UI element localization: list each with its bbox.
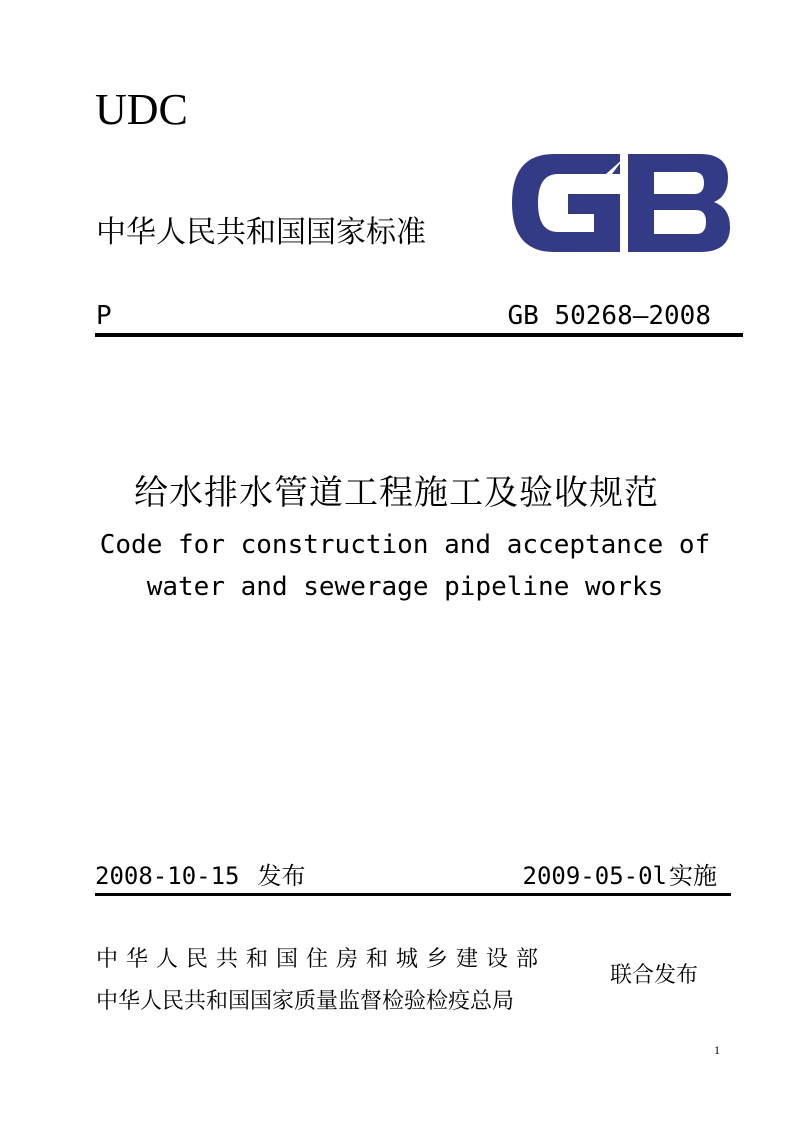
issue-label: 发布 [257,862,306,890]
page-number: 1 [714,1043,720,1057]
joint-issue-label: 联合发布 [610,963,699,988]
issuer-ministry-housing: 中华人民共和国住房和城乡建设部 [96,947,547,972]
title-english-line-2: water and sewerage pipeline works [146,572,664,602]
udc-label: UDC [95,85,188,134]
issue-date: 2008-10-15 [95,862,240,890]
bottom-divider [95,893,731,896]
effective-date: 2009-05-0l [522,862,667,890]
effective-date-block [523,859,718,893]
standard-number: GB 50268—2008 [507,301,711,331]
classification-code: P [96,301,112,331]
national-standard-heading: 中华人民共和国国家标准 [96,215,426,250]
title-chinese: 给水排水管道工程施工及验收规范 [134,473,659,513]
effective-label: 实施 [669,862,717,890]
gb-logo [508,150,734,256]
top-divider [95,333,743,337]
issue-date-block [95,859,306,893]
title-english-line-1: Code for construction and acceptance of [99,530,711,560]
issuer-quality-supervision: 中华人民共和国国家质量监督检验检疫总局 [96,989,515,1014]
